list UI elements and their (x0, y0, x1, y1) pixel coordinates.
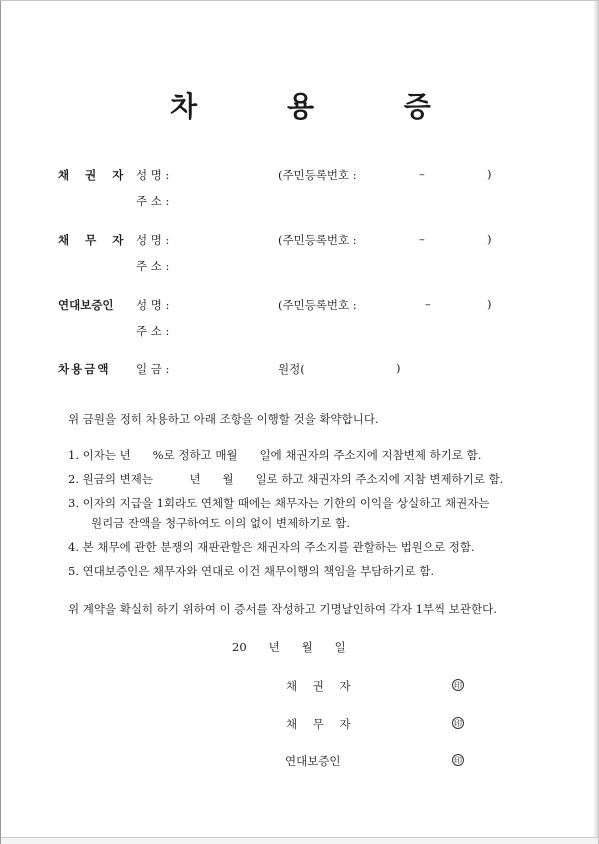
closing-text: 위 계약을 확실히 하기 위하여 이 증서를 작성하고 기명날인하여 각자 1부씩 보관한다. (68, 602, 497, 616)
creditor-address-label: 주 소 : (136, 194, 170, 208)
seal-icon: 印 (454, 719, 462, 728)
won-close: ) (396, 361, 401, 375)
debtor-name-label: 성 명 : (136, 233, 170, 247)
debtor-address-label: 주 소 : (136, 259, 170, 273)
debtor-id-dash: – (419, 232, 425, 246)
signature-debtor-label: 채 무 자 (286, 717, 357, 731)
debtor-label: 채 무 자 (58, 233, 130, 247)
guarantor-id-label: (주민등록번호 : (278, 298, 357, 312)
guarantor-address-label: 주 소 : (136, 324, 170, 338)
loan-amount-label: 차용금액 (58, 362, 111, 376)
intro-text: 위 금원을 정히 차용하고 아래 조항을 이행할 것을 확약합니다. (68, 412, 379, 426)
page-bottom-edge (1, 837, 599, 844)
won-open: 원정( (278, 362, 305, 376)
creditor-id-close: ) (487, 167, 492, 181)
debtor-id-close: ) (487, 232, 492, 246)
signature-creditor-label: 채 권 자 (286, 679, 357, 693)
amount-field-label: 일 금 : (136, 362, 170, 376)
creditor-id-dash: – (419, 167, 425, 181)
clause-1: 1. 이자는 년 %로 정하고 매월 일에 채권자의 주소지에 지참변제 하기로 함. (68, 448, 482, 462)
clause-2: 2. 원금의 변제는 년 월 일로 하고 채권자의 주소지에 지참 변제하기로 함. (68, 472, 504, 486)
seal-icon: 印 (454, 681, 462, 690)
debtor-id-label: (주민등록번호 : (278, 233, 357, 247)
guarantor-label: 연대보증인 (58, 298, 114, 312)
signature-guarantor-label: 연대보증인 (285, 754, 341, 768)
clause-5: 5. 연대보증인은 채무자와 연대로 이건 채무이행의 책임을 부담하기로 함. (68, 564, 435, 578)
document-title: 차 용 증 (170, 90, 471, 123)
guarantor-id-close: ) (487, 297, 492, 311)
clause-3: 3. 이자의 지급을 1회라도 연체할 때에는 채무자는 기한의 이익을 상실하고 채권자는 (68, 496, 490, 510)
contract-date: 20 년 월 일 (232, 640, 346, 654)
creditor-id-label: (주민등록번호 : (278, 168, 357, 182)
clause-3-continued: 원리금 잔액을 청구하여도 이의 없이 변제하기로 함. (91, 516, 350, 530)
guarantor-name-label: 성 명 : (136, 298, 170, 312)
creditor-name-label: 성 명 : (136, 168, 170, 182)
page-edge-shadow (593, 1, 598, 844)
creditor-label: 채 권 자 (58, 168, 130, 182)
seal-icon: 印 (454, 756, 462, 765)
guarantor-id-dash: – (425, 297, 431, 311)
clause-4: 4. 본 채무에 관한 분쟁의 재판관할은 채권자의 주소지를 관할하는 법원으로 정함. (68, 540, 475, 554)
